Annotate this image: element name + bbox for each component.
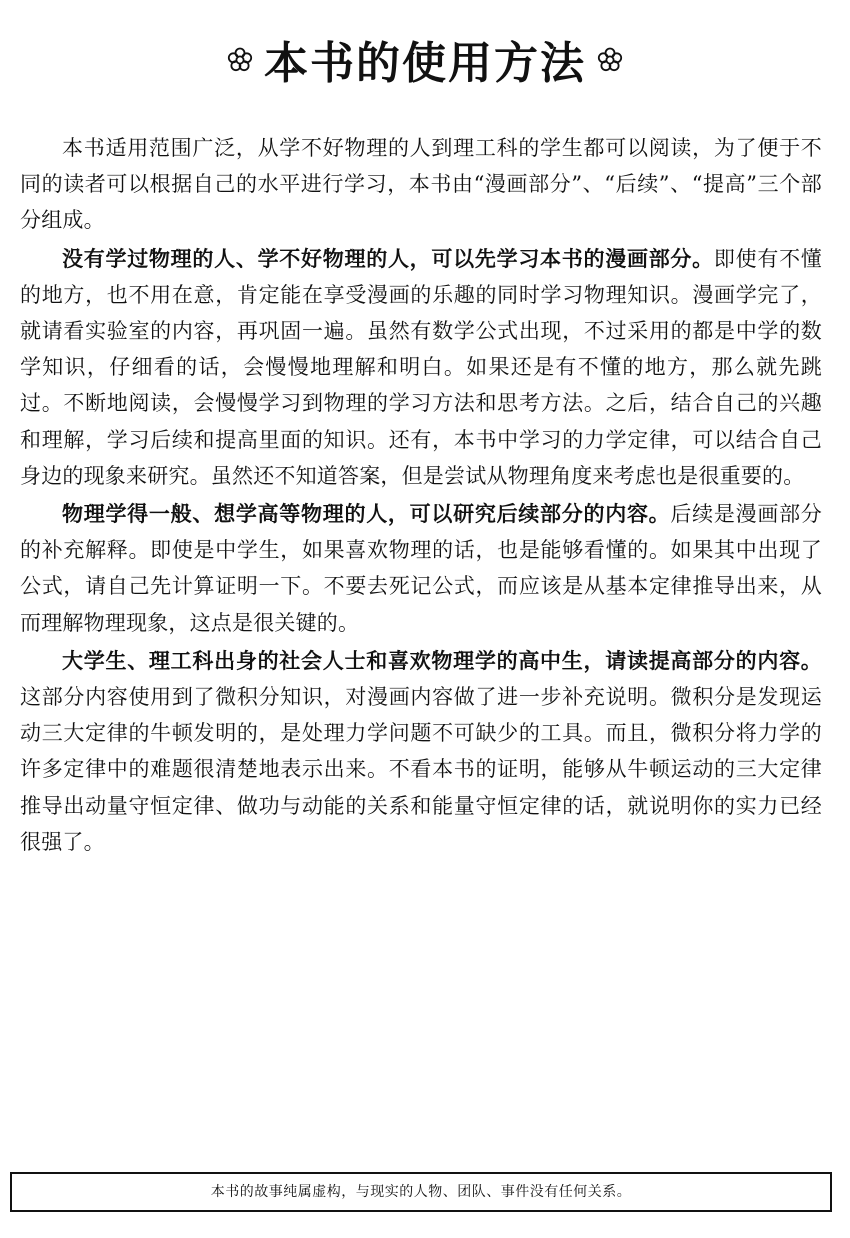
flower-icon: [226, 30, 254, 90]
paragraph-text: 后续是漫画部分的补充解释。即使是中学生，如果喜欢物理的话，也是能够看懂的。如果其中出现了公式，请自己先计算证明一下。不要去死记公式，而应该是从基本定律推导出来，从而理解物理现象，这点是很关键的。: [20, 502, 822, 635]
paragraph-intro: [20, 130, 822, 239]
page-title-text: 本书的使用方法: [264, 38, 586, 89]
paragraph-lead: 大学生、理工科出身的社会人士和喜欢物理学的高中生，请读提高部分的内容。: [62, 648, 822, 673]
disclaimer-box: [10, 1172, 832, 1212]
paragraph-lead: 没有学过物理的人、学不好物理的人，可以先学习本书的漫画部分。: [62, 246, 714, 271]
paragraph-manga-section: [20, 241, 822, 494]
paragraph-text: 本书适用范围广泛，从学不好物理的人到理工科的学生都可以阅读，为了便于不同的读者可以根据自己的水平进行学习，本书由“漫画部分”、“后续”、“提高”三个部分组成。: [20, 136, 822, 233]
disclaimer-text: 本书的故事纯属虚构，与现实的人物、团队、事件没有任何关系。: [210, 1184, 632, 1200]
page-title: [0, 32, 850, 94]
body-text: [20, 130, 822, 862]
paragraph-followup-section: [20, 496, 822, 641]
flower-icon: [596, 30, 624, 90]
paragraph-text: 即使有不懂的地方，也不用在意，肯定能在享受漫画的乐趣的同时学习物理知识。漫画学完了，就请看实验室的内容，再巩固一遍。虽然有数学公式出现，不过采用的都是中学的数学知识，仔细看的话，会慢慢地理解和明白。如果还是有不懂的地方，那么就先跳过。不断地阅读，会慢慢学习到物理的学习方法和思考方法。之后，结合自己的兴趣和理解，学习后续和提高里面的知识。还有，本书中学习的力学定律，可以结合自己身边的现象来研究。虽然还不知道答案，但是尝试从物理角度来考虑也是很重要的。: [20, 246, 823, 488]
paragraph-text: 这部分内容使用到了微积分知识，对漫画内容做了进一步补充说明。微积分是发现运动三大定律的牛顿发明的，是处理力学问题不可缺少的工具。而且，微积分将力学的许多定律中的难题很清楚地表示出来。不看本书的证明，能够从牛顿运动的三大定律推导出动量守恒定律、做功与动能的关系和能量守恒定律的话，就说明你的实力已经很强了。: [20, 685, 822, 854]
paragraph-advanced-section: [20, 643, 822, 860]
paragraph-lead: 物理学得一般、想学高等物理的人，可以研究后续部分的内容。: [62, 502, 671, 527]
